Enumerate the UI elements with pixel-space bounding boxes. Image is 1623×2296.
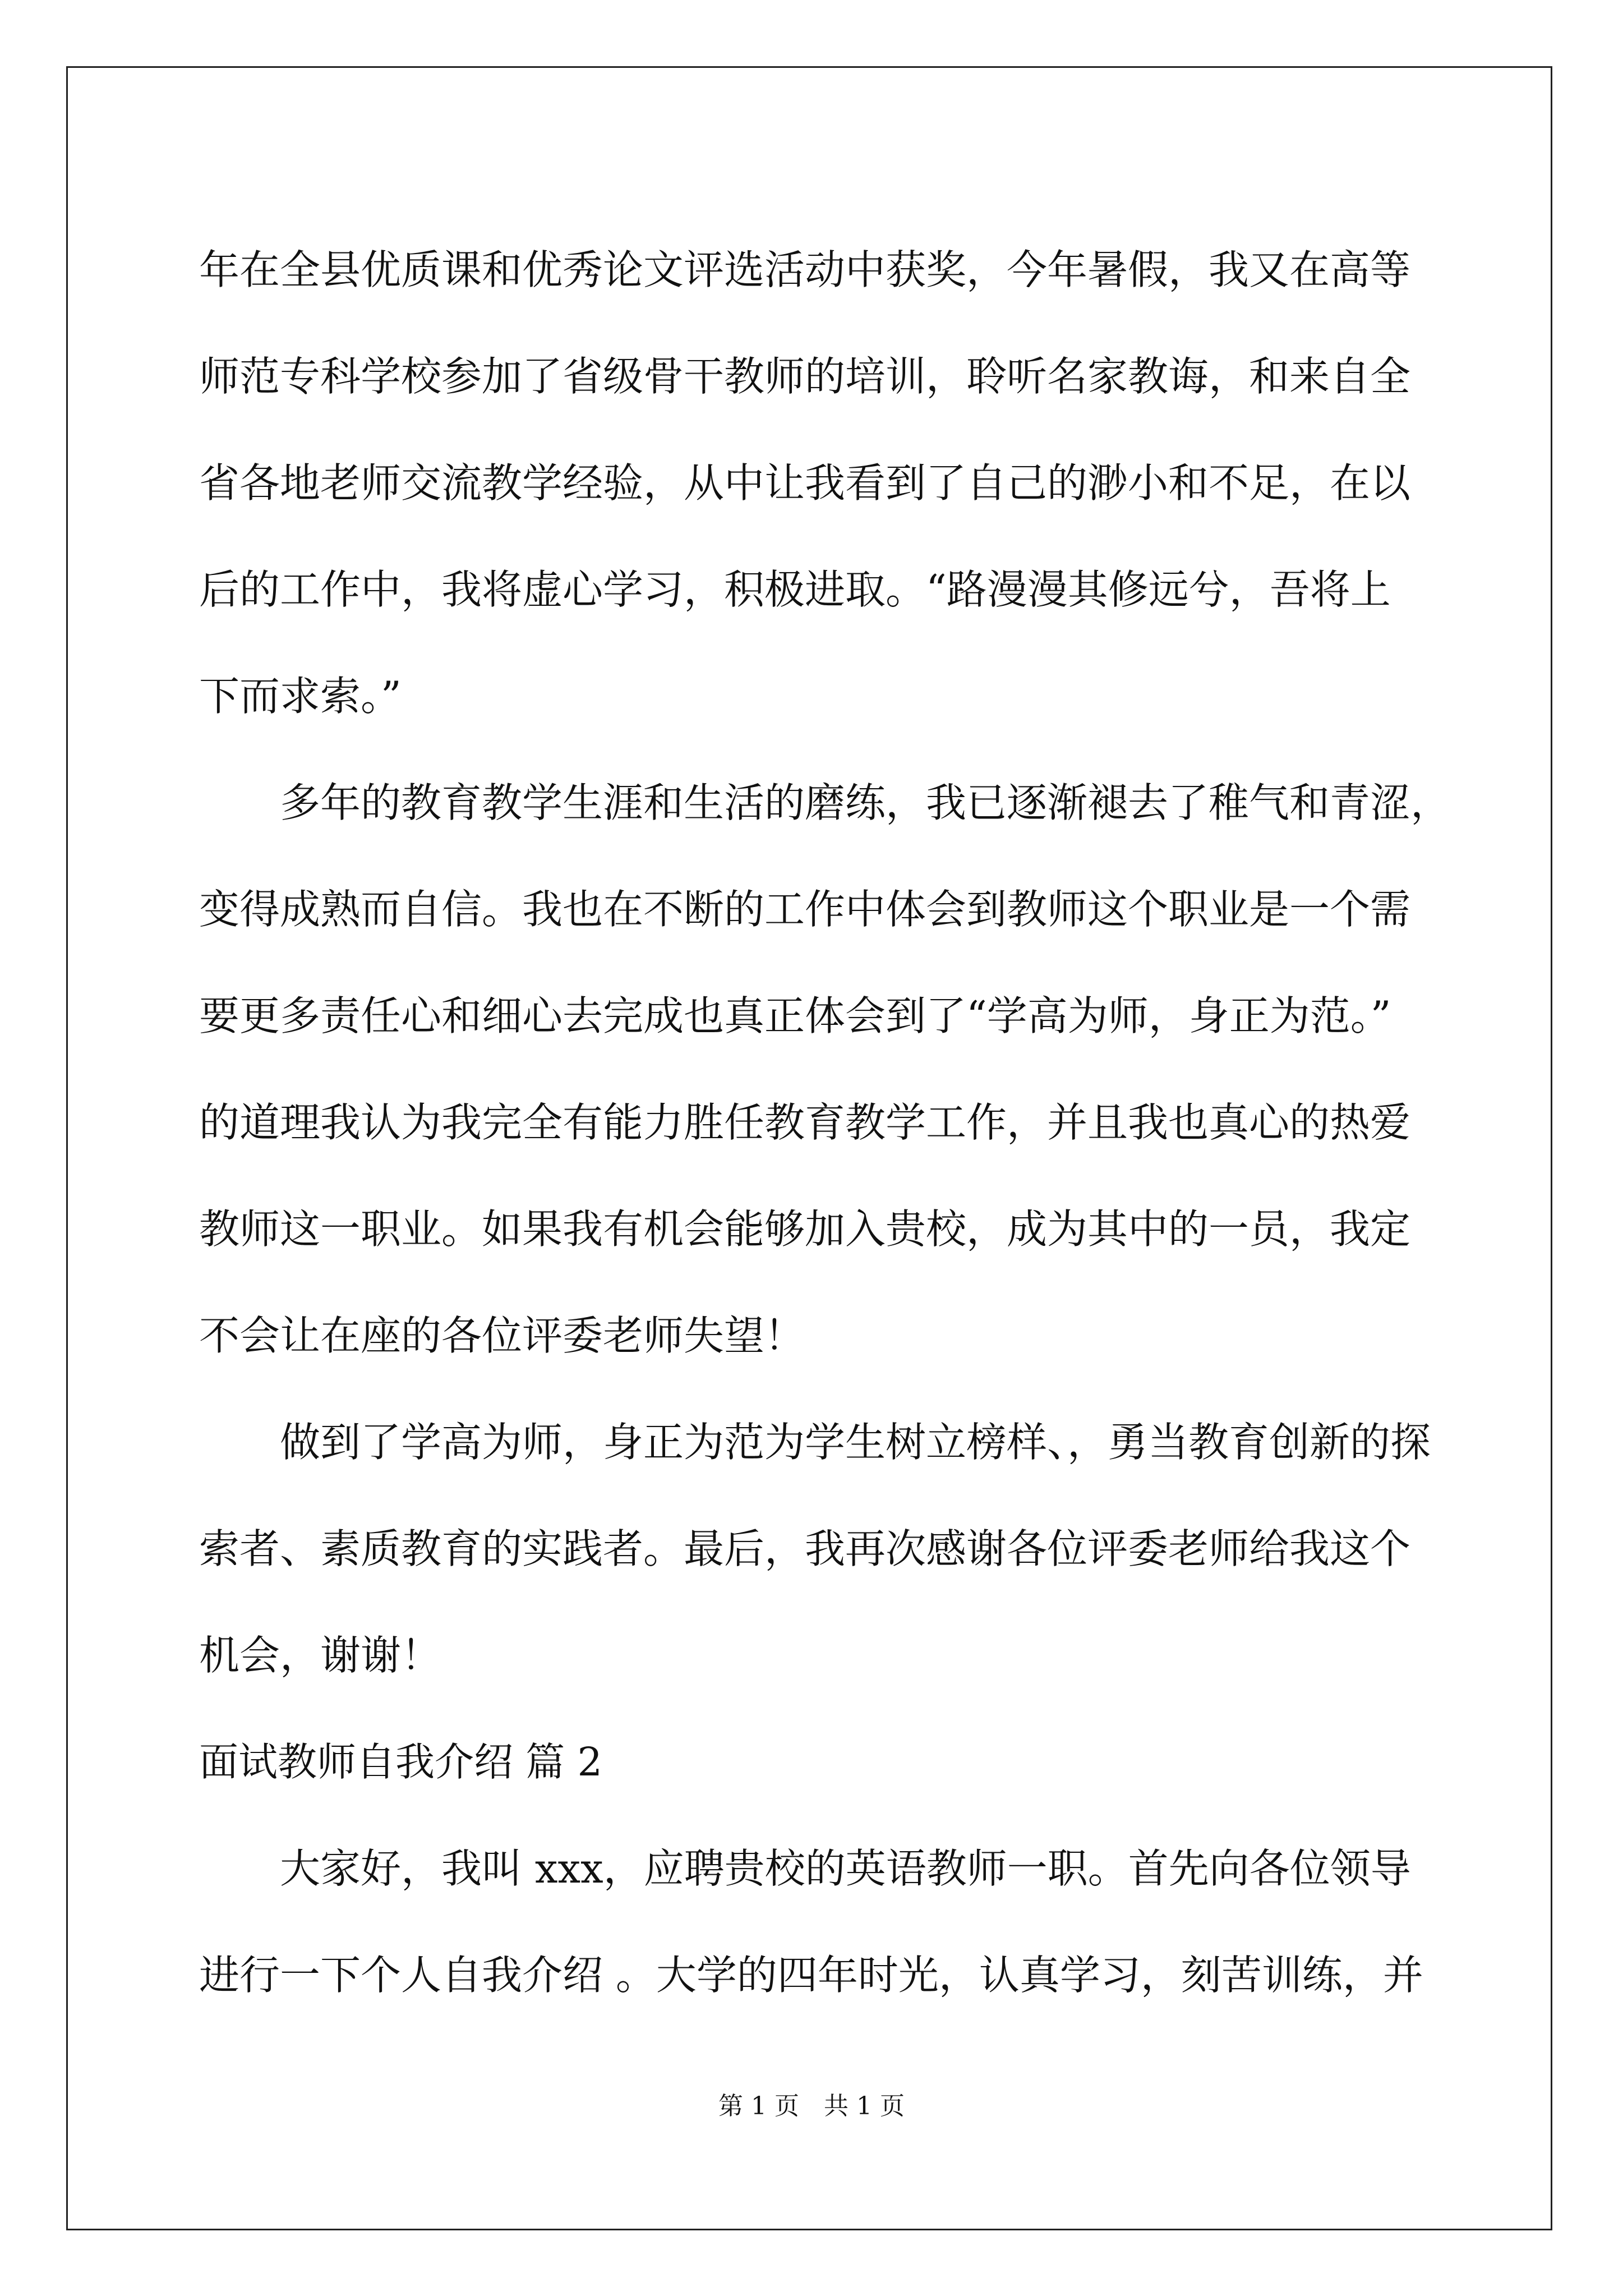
section-heading: 面试教师自我介绍 篇 2 <box>199 1739 603 1785</box>
text-line-8: 要更多责任心和细心去完成也真正体会到了“学高为师，身正为范。” <box>199 992 1391 1039</box>
text-line-1: 年在全县优质课和优秀论文评选活动中获奖，今年暑假，我又在高等 <box>199 246 1411 293</box>
text-line-5: 下而求索。” <box>199 673 402 720</box>
text-line-2: 师范专科学校参加了省级骨干教师的培训，聆听名家教诲，和来自全 <box>199 353 1411 400</box>
text-line-7: 变得成熟而自信。我也在不断的工作中体会到教师这个职业是一个需 <box>199 886 1411 933</box>
text-line-17: 进行一下个人自我介绍 。大学的四年时光，认真学习，刻苦训练，并 <box>199 1952 1423 1999</box>
text-line-14: 机会，谢谢！ <box>199 1632 442 1679</box>
text-line-6: 多年的教育教学生涯和生活的磨练，我已逐渐褪去了稚气和青涩， <box>280 779 1451 826</box>
text-line-11: 不会让在座的各位评委老师失望！ <box>199 1312 805 1359</box>
text-line-12: 做到了学高为师，身正为范为学生树立榜样、，勇当教育创新的探 <box>280 1419 1431 1466</box>
document-body <box>199 217 1451 2028</box>
text-line-4: 后的工作中，我将虚心学习，积极进取。“路漫漫其修远兮，吾将上 <box>199 566 1391 613</box>
text-line-10: 教师这一职业。如果我有机会能够加入贵校，成为其中的一员，我定 <box>199 1205 1411 1253</box>
text-line-9: 的道理我认为我完全有能力胜任教育教学工作，并且我也真心的热爱 <box>199 1099 1411 1146</box>
page-footer: 第 1 页 共 1 页 <box>718 2092 905 2120</box>
text-line-13: 索者、素质教育的实践者。最后，我再次感谢各位评委老师给我这个 <box>199 1525 1411 1572</box>
text-line-3: 省各地老师交流教学经验，从中让我看到了自己的渺小和不足，在以 <box>199 459 1411 507</box>
text-line-16: 大家好，我叫 xxx，应聘贵校的英语教师一职。首先向各位领导 <box>280 1845 1411 1892</box>
